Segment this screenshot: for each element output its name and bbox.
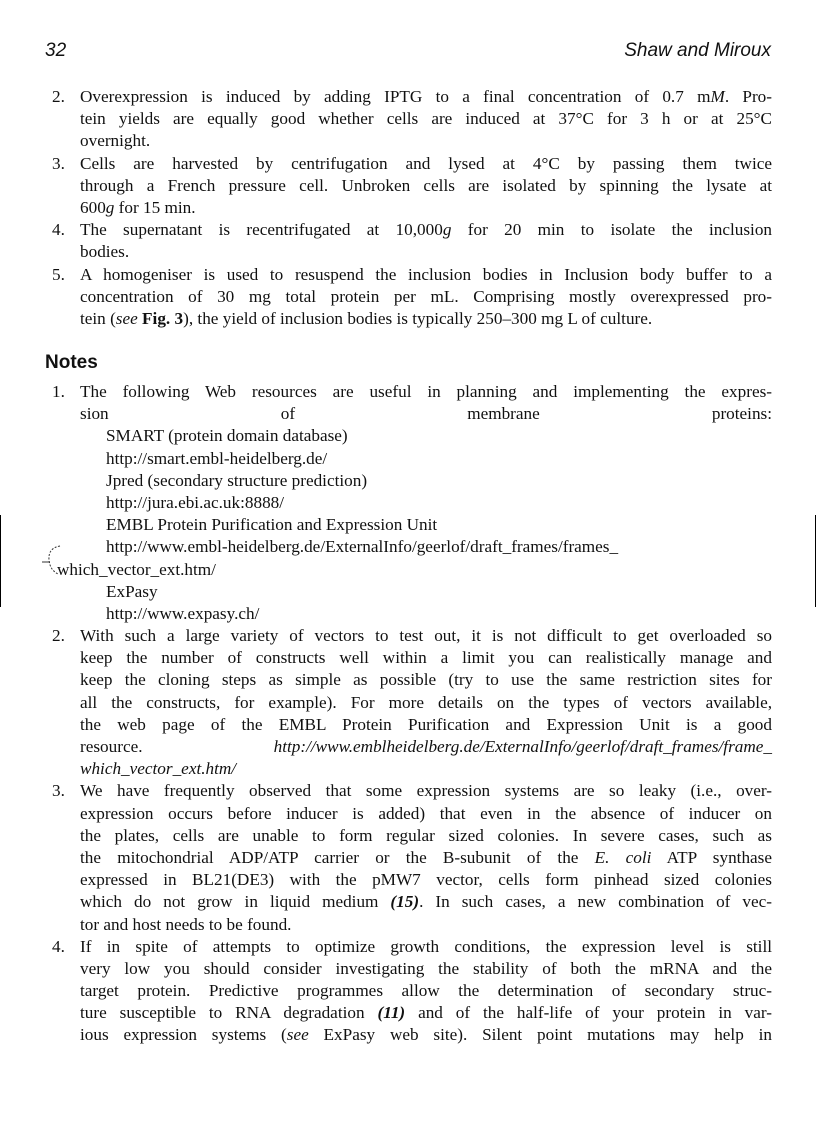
- resource-name: EMBL Protein Purification and Expression Unit: [106, 515, 438, 535]
- emphasis-text: see: [286, 1025, 309, 1045]
- text-run: Overexpression is induced by adding IPTG to a final concentration of 0.7 m: [80, 87, 711, 106]
- text-run: very low you should consider investigating the stability of both the mRNA and the: [80, 958, 772, 978]
- text-line: [80, 758, 772, 780]
- text-line: [80, 130, 772, 152]
- text-line: [80, 1024, 772, 1046]
- notes-heading: Notes: [45, 352, 98, 373]
- text-run: target protein. Predictive programmes allow the determination of secondary struc-: [80, 981, 772, 1001]
- text-run: keep the number of constructs well within a limit you can realistically manage and: [80, 648, 772, 668]
- text-run: ), the yield of inclusion bodies is typically 250–300 mg L of culture.: [183, 308, 653, 328]
- text-run: all the constructs, for example). For more details on the types of vectors available,: [80, 692, 772, 712]
- text-line: [80, 891, 772, 913]
- text-line: [80, 403, 772, 425]
- item-number: 2.: [52, 626, 65, 646]
- text-run: . Pro-: [724, 87, 772, 106]
- resource-url[interactable]: http://www.expasy.ch/: [106, 603, 260, 623]
- text-line: [80, 625, 772, 647]
- resource-url[interactable]: http://jura.ebi.ac.uk:8888/: [106, 492, 285, 512]
- text-run: We have frequently observed that some expression systems are so leaky (i.e., over-: [80, 781, 772, 801]
- text-run: tein (: [80, 308, 116, 328]
- emphasis-text: (11): [377, 1003, 406, 1023]
- text-run: and of the half-life of your protein in var-: [405, 1003, 772, 1023]
- text-run: for 20 min to isolate the inclusion: [451, 220, 773, 240]
- item-number: 2.: [52, 87, 65, 106]
- text-run: which do not grow in liquid medium: [80, 892, 391, 912]
- text-line: [80, 980, 772, 1002]
- text-line: [80, 847, 772, 869]
- emphasis-text: Fig. 3: [142, 308, 184, 328]
- text-run: ExPasy web site). Silent point mutations may help in: [308, 1025, 772, 1045]
- item-number: 4.: [52, 220, 65, 240]
- text-run: The following Web resources are useful in planning and implementing the expres-: [80, 382, 772, 401]
- text-run: ious expression systems (: [80, 1025, 287, 1045]
- resource-name: ExPasy: [106, 581, 158, 601]
- resource-name: Jpred (secondary structure prediction): [106, 470, 368, 490]
- item-number: 5.: [52, 264, 65, 284]
- note-item: [52, 936, 772, 1047]
- text-run: concentration of 30 mg total protein per mL. Comprising mostly overexpressed pro-: [80, 286, 772, 306]
- text-line: [80, 197, 772, 219]
- text-line: [80, 381, 772, 403]
- text-line: [80, 241, 772, 263]
- emphasis-text: E. coli: [594, 847, 652, 867]
- item-number: 3.: [52, 153, 65, 173]
- text-line: [80, 825, 772, 847]
- text-line: [80, 869, 772, 891]
- item-number: 3.: [52, 781, 65, 801]
- text-line: [80, 736, 772, 758]
- text-run: A homogeniser is used to resuspend the inclusion bodies in Inclusion body buffer to a: [80, 264, 772, 284]
- emphasis-text: g: [105, 197, 115, 217]
- text-line: [80, 308, 772, 330]
- text-run: bodies.: [80, 242, 130, 262]
- text-run: . In such cases, a new combination of vec-: [419, 892, 772, 912]
- procedure-step: [52, 153, 772, 220]
- procedure-steps: [52, 86, 772, 330]
- text-line: [80, 714, 772, 736]
- text-run: ATP synthase: [651, 847, 772, 867]
- resource-name: SMART (protein domain database): [106, 426, 348, 446]
- text-run: for 15 min.: [114, 197, 196, 217]
- text-line: [80, 958, 772, 980]
- item-number: 1.: [52, 382, 65, 401]
- text-run: the mitochondrial ADP/ATP carrier or the B-subunit of the: [80, 847, 595, 867]
- text-run: If in spite of attempts to optimize growth conditions, the expression level is still: [80, 936, 772, 956]
- procedure-step: [52, 219, 772, 263]
- text-run: sion of membrane proteins:: [80, 404, 772, 424]
- text-line: [80, 914, 772, 936]
- procedure-step: [52, 86, 772, 153]
- text-run: the web page of the EMBL Protein Purification and Expression Unit is a good: [80, 714, 772, 734]
- annotation-mark-icon: [40, 540, 64, 584]
- emphasis-text: http://www.emblheidelberg.de/ExternalInfo/geerlof/draft_frames/frame_: [273, 737, 772, 756]
- margin-line-left: [0, 515, 1, 607]
- text-run: tor and host needs to be found.: [80, 914, 292, 934]
- text-line: [80, 669, 772, 691]
- text-line: [80, 153, 772, 175]
- text-run: tein yields are equally good whether cells are induced at 37°C for 3 h or at 25°C: [80, 109, 772, 129]
- text-line: [80, 1002, 772, 1024]
- text-line: [80, 108, 772, 130]
- item-number: 4.: [52, 936, 65, 956]
- text-line: [80, 264, 772, 286]
- note-item: [52, 625, 772, 780]
- text-run: expression occurs before inducer is added) that even in the absence of inducer on: [80, 803, 772, 823]
- text-line: [80, 286, 772, 308]
- text-run: through a French pressure cell. Unbroken cells are isolated by spinning the lysate at: [80, 175, 772, 195]
- resource-url[interactable]: http://smart.embl-heidelberg.de/: [106, 448, 328, 468]
- text-line: [80, 86, 772, 108]
- page-number: 32: [45, 40, 67, 61]
- text-run: Cells are harvested by centrifugation and lysed at 4°C by passing them twice: [80, 153, 772, 173]
- text-run: 600: [80, 197, 106, 217]
- emphasis-text: (15): [390, 892, 420, 912]
- notes-list: [52, 381, 772, 1047]
- text-run: expressed in BL21(DE3) with the pMW7 vector, cells form pinhead sized colonies: [80, 870, 772, 890]
- text-line: [80, 780, 772, 802]
- text-run: keep the cloning steps as simple as possible (try to use the same restriction sites for: [80, 670, 772, 690]
- emphasis-text: g: [442, 220, 452, 240]
- emphasis-text: M: [710, 87, 725, 106]
- text-run: overnight.: [80, 131, 151, 151]
- text-run: ture susceptible to RNA degradation: [80, 1003, 378, 1023]
- text-line: [80, 219, 772, 241]
- text-line: [80, 647, 772, 669]
- text-line: [80, 175, 772, 197]
- emphasis-text: see: [115, 308, 138, 328]
- procedure-step: [52, 264, 772, 331]
- text-run: With such a large variety of vectors to test out, it is not difficult to get overloaded so: [80, 626, 772, 646]
- text-run: The supernatant is recentrifugated at 10,000: [80, 220, 443, 240]
- resource-url[interactable]: http://www.embl-heidelberg.de/ExternalInfo/geerlof/draft_frames/frames_: [106, 537, 619, 557]
- text-line: [80, 803, 772, 825]
- note-item: [52, 780, 772, 935]
- text-line: [80, 692, 772, 714]
- resource-url[interactable]: which_vector_ext.htm/: [57, 559, 216, 579]
- text-run: resource.: [80, 737, 274, 756]
- emphasis-text: which_vector_ext.htm/: [80, 759, 237, 779]
- running-head: Shaw and Miroux: [624, 40, 771, 61]
- text-run: the plates, cells are unable to form regular sized colonies. In severe cases, such as: [80, 825, 772, 845]
- text-line: [80, 936, 772, 958]
- note-item: [52, 381, 772, 625]
